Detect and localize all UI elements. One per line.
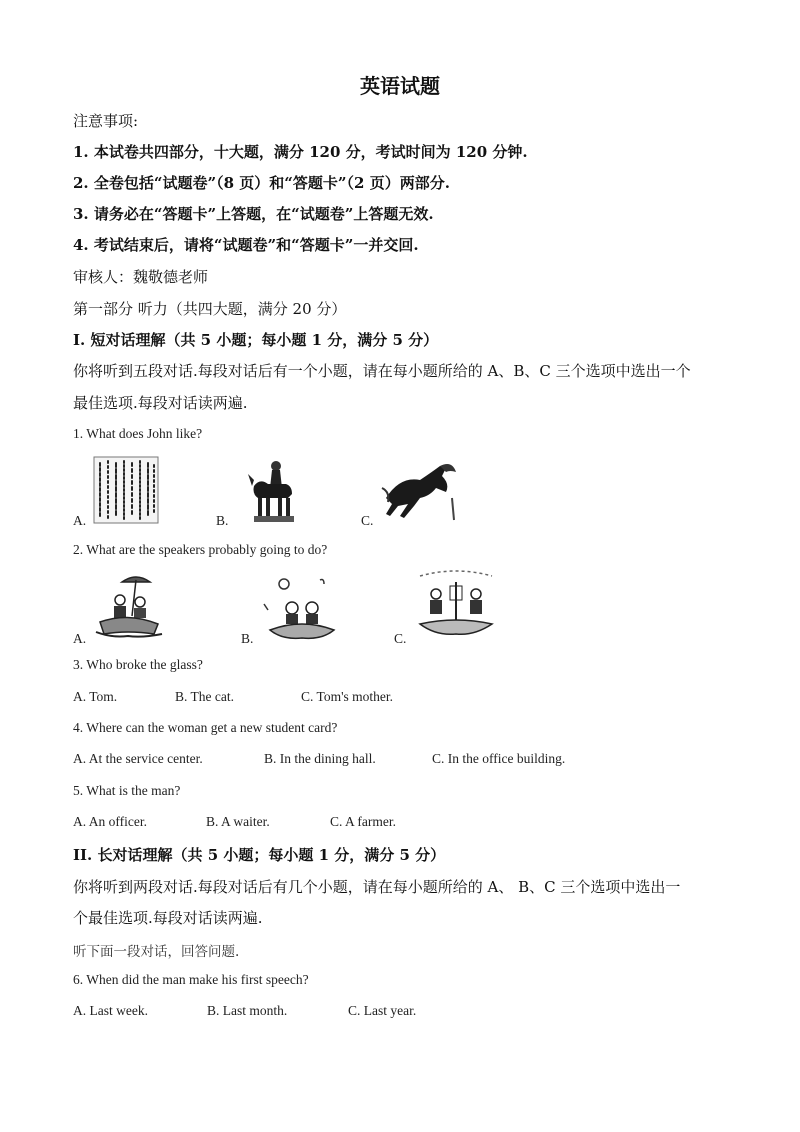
notice-item-4: 4. 考试结束后，请将“试题卷”和“答题卡”一并交回. xyxy=(73,236,419,254)
q1-option-b-label: B. xyxy=(216,513,229,528)
q4-option-c: C. In the office building. xyxy=(432,751,566,766)
question-6: 6. When did the man make his first speech? xyxy=(73,972,309,987)
question-5: 5. What is the man? xyxy=(73,783,181,798)
calligraphy-image xyxy=(92,455,160,525)
q5-option-b: B. A waiter. xyxy=(206,814,270,829)
q2-option-c-label: C. xyxy=(394,631,407,646)
question-4: 4. Where can the woman get a new student card? xyxy=(73,720,338,735)
volleyball-kids-image xyxy=(414,566,498,638)
notice-item-3: 3. 请务必在“答题卡”上答题，在“试题卷”上答题无效. xyxy=(73,205,434,223)
beach-picnic-image xyxy=(92,572,166,642)
part1-heading: 第一部分 听力（共四大题，满分 20 分） xyxy=(73,300,347,318)
section1-heading: I. 短对话理解（共 5 小题；每小题 1 分，满分 5 分） xyxy=(73,331,439,349)
section2-heading: II. 长对话理解（共 5 小题；每小题 1 分，满分 5 分） xyxy=(73,846,446,864)
q2-option-a-label: A. xyxy=(73,631,87,646)
q6-option-b: B. Last month. xyxy=(207,1003,288,1018)
notice-item-1: 1. 本试卷共四部分，十大题，满分 120 分，考试时间为 120 分钟. xyxy=(73,143,528,161)
listen-note: 听下面一段对话，回答问题. xyxy=(73,944,240,960)
question-3: 3. Who broke the glass? xyxy=(73,657,203,672)
q5-option-a: A. An officer. xyxy=(73,814,147,829)
section2-instruction-2: 个最佳选项.每段对话读两遍. xyxy=(73,909,263,927)
q2-option-b-label: B. xyxy=(241,631,254,646)
q1-option-c-label: C. xyxy=(361,513,374,528)
notice-item-2: 2. 全卷包括“试题卷”（8 页）和“答题卡”（2 页）两部分. xyxy=(73,174,450,192)
page-title: 英语试题 xyxy=(360,74,440,98)
question-2: 2. What are the speakers probably going to do? xyxy=(73,542,328,557)
q3-option-b: B. The cat. xyxy=(175,689,234,704)
q1-option-a-label: A. xyxy=(73,513,87,528)
horse-rider-statue-image xyxy=(246,458,298,524)
q4-option-a: A. At the service center. xyxy=(73,751,203,766)
reviewer-line: 审核人：魏敬德老师 xyxy=(73,268,209,286)
q6-option-c: C. Last year. xyxy=(348,1003,417,1018)
q3-option-c: C. Tom's mother. xyxy=(301,689,393,704)
q5-option-c: C. A farmer. xyxy=(330,814,396,829)
q6-option-a: A. Last week. xyxy=(73,1003,148,1018)
question-1: 1. What does John like? xyxy=(73,426,203,441)
swimming-kids-image xyxy=(262,574,340,642)
section2-instruction-1: 你将听到两段对话.每段对话后有几个小题，请在每小题所给的 A、 B、C 三个选项中选出一 xyxy=(73,878,681,896)
section1-instruction-1: 你将听到五段对话.每段对话后有一个小题，请在每小题所给的 A、B、C 三个选项中选出一个 xyxy=(73,362,691,380)
q3-option-a: A. Tom. xyxy=(73,689,118,704)
notice-heading: 注意事项: xyxy=(73,112,139,130)
galloping-horse-painting-image xyxy=(380,458,460,524)
section1-instruction-2: 最佳选项.每段对话读两遍. xyxy=(73,394,248,412)
q4-option-b: B. In the dining hall. xyxy=(264,751,376,766)
